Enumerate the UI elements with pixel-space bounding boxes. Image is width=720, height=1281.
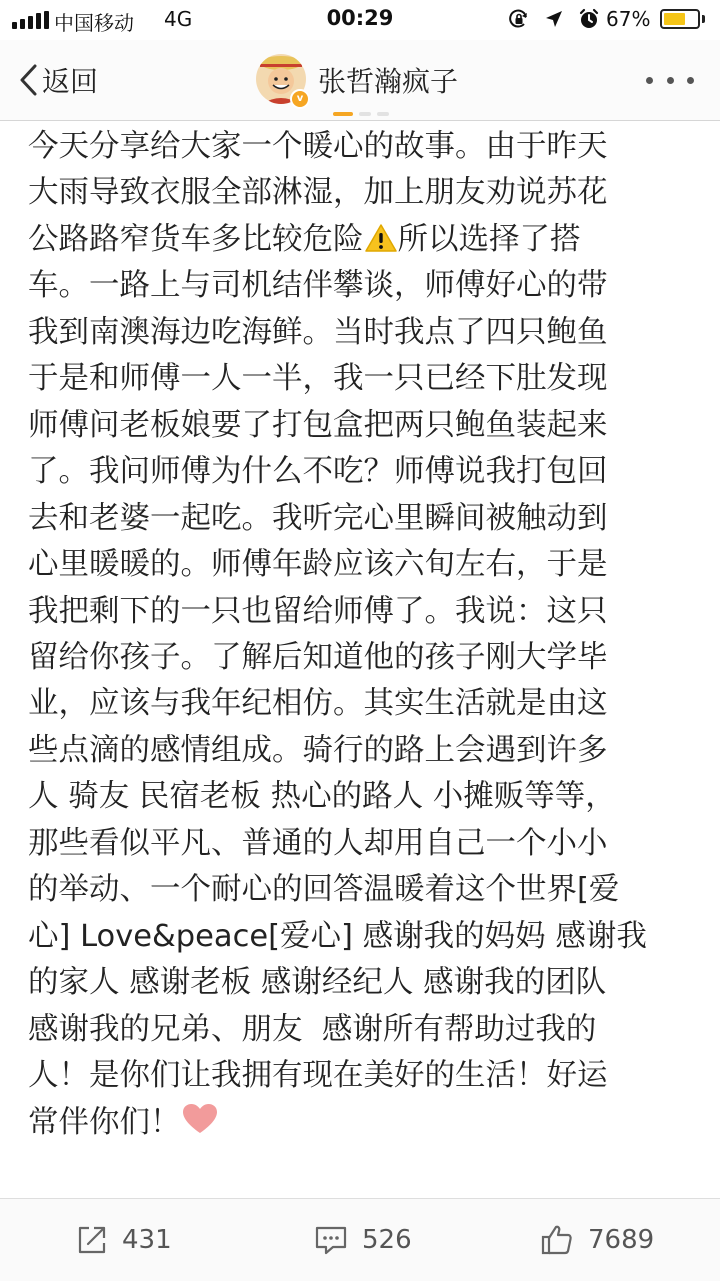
like-button[interactable] bbox=[540, 1199, 654, 1281]
verified-badge-icon: v bbox=[290, 89, 310, 109]
post-line: 去和老婆一起吃。我听完心里瞬间被触动到 bbox=[28, 500, 608, 536]
action-bar bbox=[0, 1198, 720, 1281]
battery-fill bbox=[664, 13, 685, 25]
comment-count: 526 bbox=[362, 1225, 412, 1255]
repost-count: 431 bbox=[122, 1225, 172, 1255]
battery-percent: 67% bbox=[606, 7, 651, 31]
post-line: 于是和师傅一人一半，我一只已经下肚发现 bbox=[28, 361, 608, 397]
orientation-lock-icon bbox=[508, 8, 530, 30]
post-text bbox=[28, 124, 700, 1146]
battery-cap bbox=[702, 15, 705, 23]
page-dot bbox=[359, 112, 371, 116]
heart-emoji-icon bbox=[181, 1102, 219, 1136]
post-line: 今天分享给大家一个暖心的故事。由于昨天 bbox=[28, 129, 608, 164]
post-line: 的家人 感谢老板 感谢经纪人 感谢我的团队 bbox=[28, 965, 607, 1001]
post-line-suffix: 所以选择了搭 bbox=[397, 221, 581, 257]
page-dot-active bbox=[333, 112, 353, 116]
post-line: 大雨导致衣服全部淋湿，加上朋友劝说苏花 bbox=[28, 175, 608, 211]
more-button[interactable] bbox=[646, 68, 694, 92]
post-line: 的举动、一个耐心的回答温暖着这个世界[爱 bbox=[28, 872, 620, 908]
page-dot bbox=[377, 112, 389, 116]
location-arrow-icon bbox=[544, 9, 564, 29]
post-line: 我到南澳海边吃海鲜。当时我点了四只鲍鱼 bbox=[28, 314, 608, 350]
post-line: 感谢我的兄弟、朋友 感谢所有帮助过我的 bbox=[28, 1011, 597, 1047]
post-line: 人 骑友 民宿老板 热心的路人 小摊贩等等， bbox=[28, 779, 616, 815]
more-dot bbox=[687, 77, 694, 84]
back-button[interactable] bbox=[18, 56, 98, 104]
post-lines-after-warning bbox=[28, 268, 647, 1139]
post-line bbox=[28, 222, 581, 257]
alarm-icon bbox=[578, 8, 600, 30]
post-line: 心里暖暖的。师傅年龄应该六旬左右，于是 bbox=[28, 547, 608, 583]
post-line: 师傅问老板娘要了打包盒把两只鲍鱼装起来 bbox=[28, 407, 608, 443]
post-line: 人！是你们让我拥有现在美好的生活！好运 bbox=[28, 1058, 608, 1094]
thumbs-up-icon bbox=[540, 1223, 574, 1257]
comment-button[interactable] bbox=[314, 1199, 412, 1281]
post-line: 业，应该与我年纪相仿。其实生活就是由这 bbox=[28, 686, 608, 722]
post-line: 那些看似平凡、普通的人却用自己一个小小 bbox=[28, 825, 608, 861]
post-line: 我把剩下的一只也留给师傅了。我说：这只 bbox=[28, 593, 608, 629]
post-line: 心] Love&peace[爱心] 感谢我的妈妈 感谢我 bbox=[28, 918, 647, 954]
post-line: 车。一路上与司机结伴攀谈，师傅好心的带 bbox=[28, 268, 608, 304]
chevron-left-icon bbox=[18, 63, 38, 97]
post-line-prefix: 公路路窄货车多比较危险 bbox=[28, 221, 364, 257]
warning-emoji-icon bbox=[364, 223, 398, 253]
status-bar bbox=[0, 0, 720, 40]
comment-icon bbox=[314, 1224, 348, 1256]
carrier-name: 中国移动 bbox=[54, 11, 134, 35]
network-type: 4G bbox=[164, 7, 193, 31]
post-line: 些点滴的感情组成。骑行的路上会遇到许多 bbox=[28, 732, 608, 768]
battery-icon bbox=[660, 9, 700, 29]
page-title: 张哲瀚疯子 bbox=[318, 65, 459, 98]
more-dot bbox=[646, 77, 653, 84]
back-label: 返回 bbox=[42, 65, 99, 98]
page-indicator bbox=[333, 112, 389, 116]
post-line: 留给你孩子。了解后知道他的孩子刚大学毕 bbox=[28, 639, 608, 675]
repost-button[interactable] bbox=[76, 1199, 172, 1281]
post-content bbox=[28, 124, 700, 1198]
nav-bar bbox=[0, 40, 720, 121]
status-time: 00:29 bbox=[326, 6, 394, 30]
status-icons bbox=[508, 6, 600, 32]
post-lines-before-warning bbox=[28, 129, 608, 210]
repost-icon bbox=[76, 1224, 108, 1256]
like-count: 7689 bbox=[588, 1225, 655, 1255]
post-line: 常伴你们！ bbox=[28, 1104, 181, 1140]
post-line: 了。我问师傅为什么不吃？师傅说我打包回 bbox=[28, 454, 608, 490]
more-dot bbox=[667, 77, 674, 84]
